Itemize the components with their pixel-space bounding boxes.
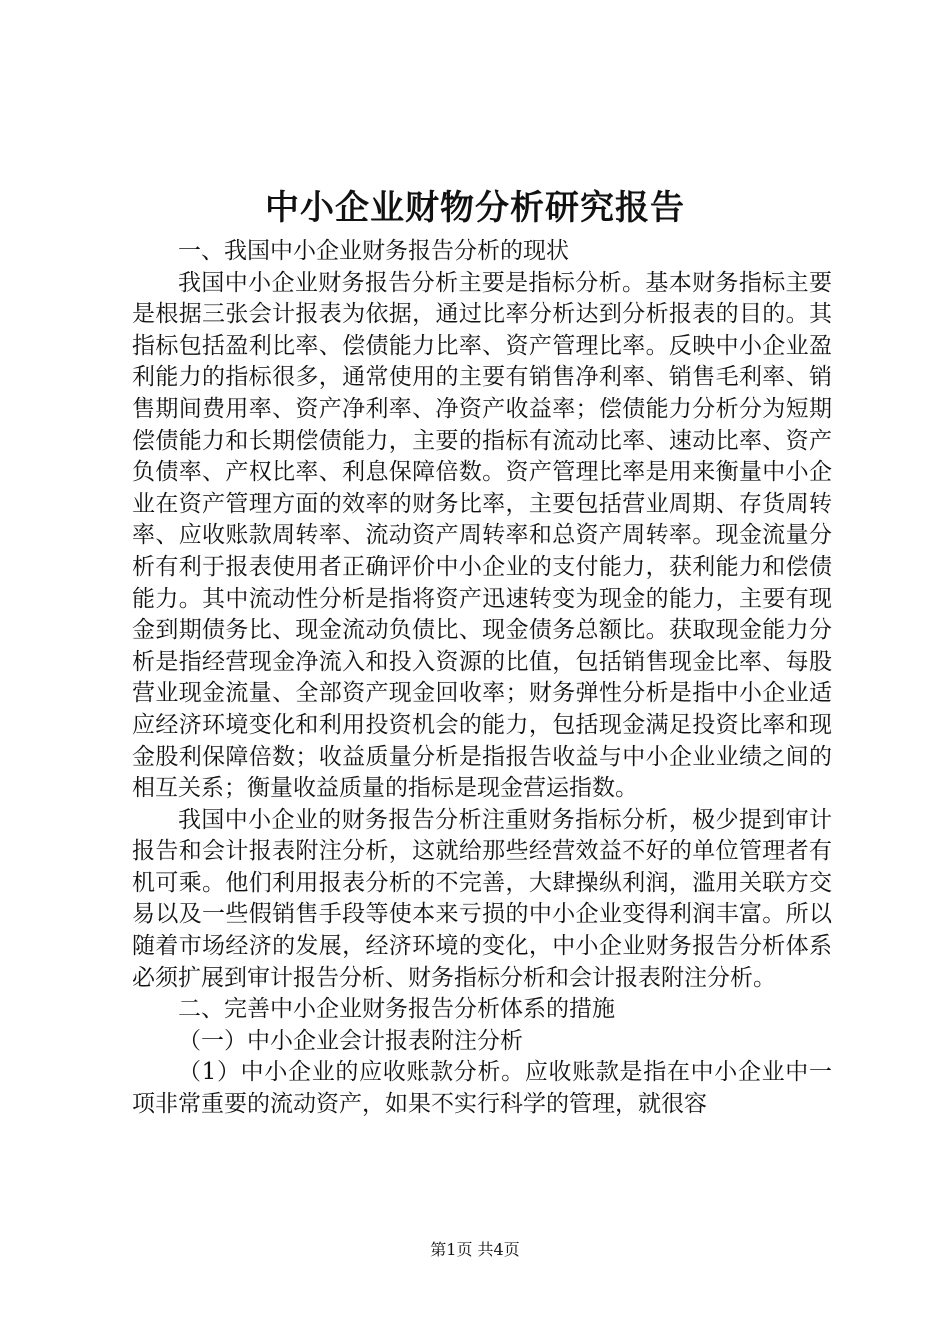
page-footer: 第1页 共4页 [430, 1240, 520, 1259]
document-title: 中小企业财物分析研究报告 [265, 188, 685, 228]
body-paragraph: 我国中小企业的财务报告分析注重财务指标分析，极少提到审计报告和会计报表附注分析，这就给那些经营效益不好的单位管理者有机可乘。他们利用报表分析的不完善，大肆操纵利润，滥用关联方交易以及一些假销售手段等使本来亏损的中小企业变得利润丰富。所以随着市场经济的发展，经济环境的变化，中小企业财务报告分析体系必须扩展到审计报告分析、财务指标分析和会计报表附注分析。 [132, 806, 832, 991]
subsection-heading: （一）中小企业会计报表附注分析 [178, 1027, 523, 1054]
body-paragraph: （1）中小企业的应收账款分析。应收账款是指在中小企业中一项非常重要的流动资产，如果不实行科学的管理，就很容 [132, 1059, 832, 1118]
section-heading: 一、我国中小企业财务报告分析的现状 [178, 238, 569, 264]
body-paragraph: 我国中小企业财务报告分析主要是指标分析。基本财务指标主要是根据三张会计报表为依据，通过比率分析达到分析报表的目的。其指标包括盈利比率、偿债能力比率、资产管理比率。反映中小企业盈利能力的指标很多，通常使用的主要有销售净利率、销售毛利率、销售期间费用率、资产净利率、净资产收益率；偿债能力分析分为短期偿债能力和长期偿债能力，主要的指标有流动比率、速动比率、资产负债率、产权比率、利息保障倍数。资产管理比率是用来衡量中小企业在资产管理方面的效率的财务比率，主要包括营业周期、存货周转率、应收账款周转率、流动资产周转率和总资产周转率。现金流量分析有利于报表使用者正确评价中小企业的支付能力，获利能力和偿债能力。其中流动性分析是指将资产迅速转变为现金的能力，主要有现金到期债务比、现金流动负债比、现金债务总额比。获取现金能力分析是指经营现金净流入和投入资源的比值，包括销售现金比率、每股营业现金流量、全部资产现金回收率；财务弹性分析是指中小企业适应经济环境变化和利用投资机会的能力，包括现金满足投资比率和现金股利保障倍数；收益质量分析是指报告收益与中小企业业绩之间的相互关系；衡量收益质量的指标是现金营运指数。 [132, 269, 832, 802]
section-heading: 二、完善中小企业财务报告分析体系的措施 [178, 996, 615, 1023]
document-body [132, 236, 832, 1121]
